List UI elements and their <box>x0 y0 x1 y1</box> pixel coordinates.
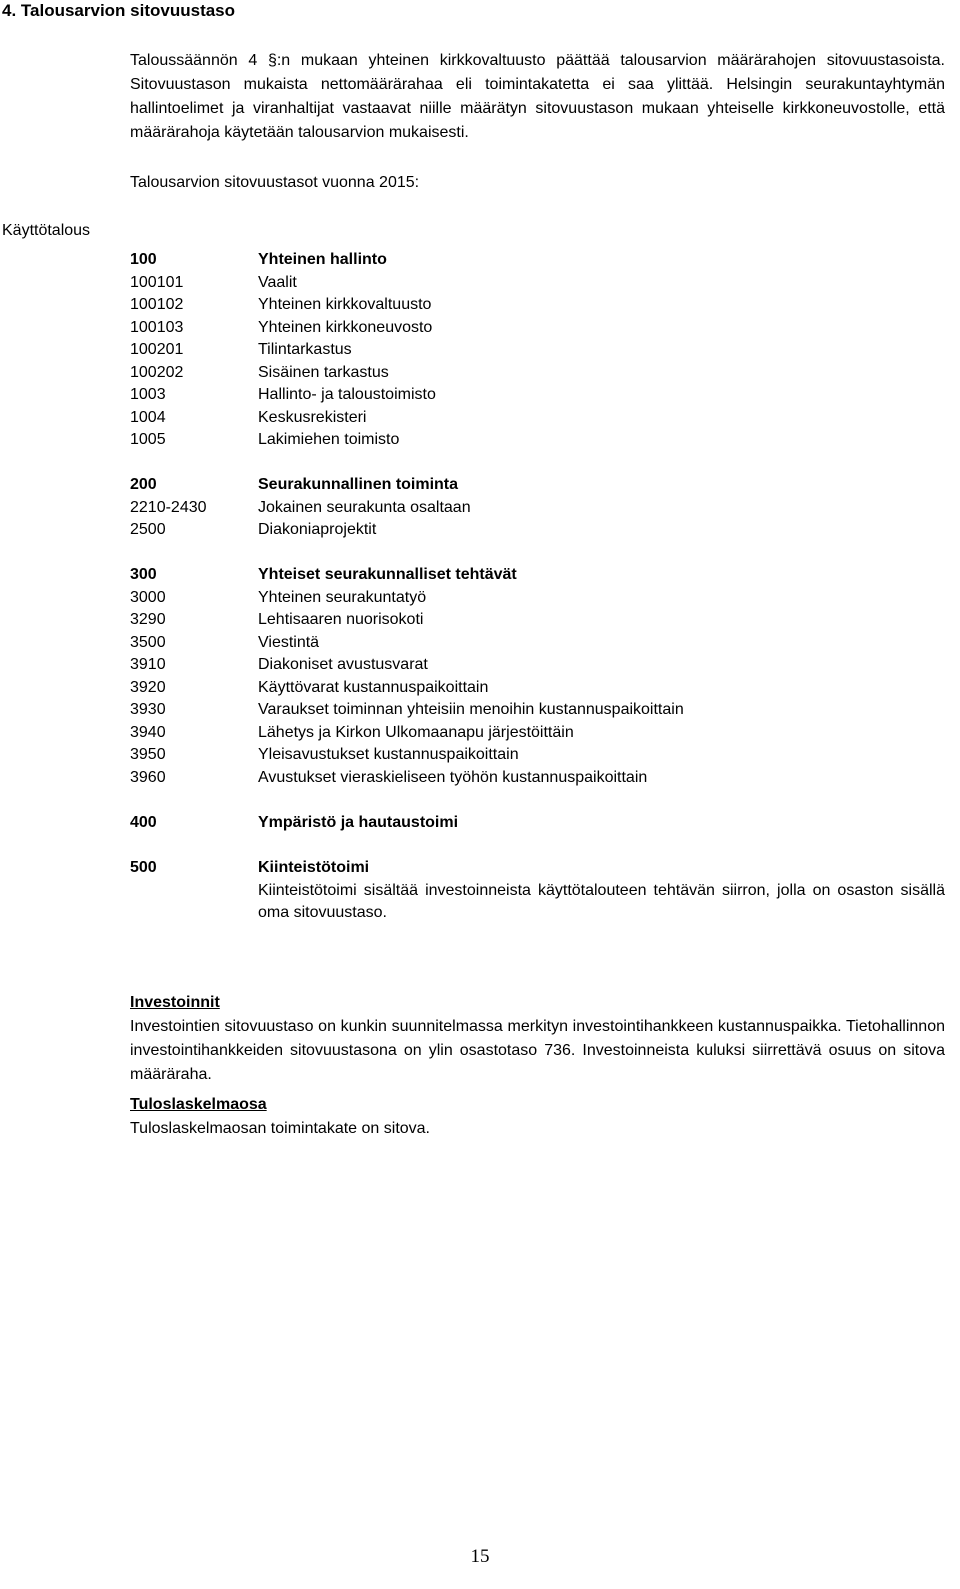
item-name: Jokainen seurakunta osaltaan <box>258 498 471 516</box>
group-name: Ympäristö ja hautaustoimi <box>258 814 459 831</box>
item-name: Vaalit <box>258 273 297 291</box>
item-code: 100201 <box>130 341 184 358</box>
group-code: 500 <box>130 859 157 876</box>
item-name: Tilintarkastus <box>258 341 352 358</box>
group-header <box>130 812 945 835</box>
item-name: Käyttövarat kustannuspaikoittain <box>258 678 489 696</box>
group-item <box>130 609 945 632</box>
item-name: Hallinto- ja taloustoimisto <box>258 386 436 403</box>
item-name: Sisäinen tarkastus <box>258 363 389 381</box>
levels-label: Talousarvion sitovuustasot vuonna 2015: <box>130 174 420 191</box>
group-item <box>130 272 945 295</box>
investments-title: Investoinnit <box>130 994 220 1011</box>
item-code: 3950 <box>130 746 166 763</box>
item-code: 1003 <box>130 386 166 403</box>
group-item <box>130 632 945 655</box>
group-name: Kiinteistötoimi <box>258 859 370 876</box>
group-header <box>130 249 945 272</box>
group-item <box>130 519 945 542</box>
item-code: 100101 <box>130 273 184 291</box>
item-name: Keskusrekisteri <box>258 408 367 426</box>
intro-paragraph: Taloussäännön 4 §:n mukaan yhteinen kirkkovaltuusto päättää talousarvion määrärahojen sitovuustasoista. Sitovuustason mukaista nettomäärärahaa eli toimintakatetta ei saa ylittää. Helsingin seurakuntayhtymän hallintoelimet ja viranhaltijat vastaavat niille määrätyn sitovuustason mukaan yhteiselle kirkkoneuvostolle, että määrärahoja käytetään talousarvion mukaisesti. <box>130 52 945 141</box>
income-statement-title: Tuloslaskelmaosa <box>130 1096 267 1113</box>
item-code: 3500 <box>130 633 166 651</box>
item-code: 2210-2430 <box>130 498 207 516</box>
item-code: 3930 <box>130 701 166 718</box>
item-name: Yhteinen seurakuntatyö <box>258 588 427 606</box>
income-statement-section <box>130 1094 945 1141</box>
group-note: Kiinteistötoimi sisältää investoinneista käyttötalouteen tehtävän siirron, jolla on osaston sisällä oma sitovuustaso. <box>258 881 945 921</box>
budget-group-300 <box>130 564 945 789</box>
item-code: 3910 <box>130 656 166 673</box>
item-code: 100202 <box>130 363 184 381</box>
item-code: 3000 <box>130 588 166 606</box>
group-name: Seurakunnallinen toiminta <box>258 476 459 493</box>
group-item <box>130 362 945 385</box>
group-item <box>130 429 945 452</box>
group-item <box>130 384 945 407</box>
group-header <box>130 474 945 497</box>
operating-economy-label: Käyttötalous <box>2 222 91 239</box>
group-name: Yhteinen hallinto <box>258 251 387 268</box>
group-item <box>130 339 945 362</box>
item-name: Diakoniset avustusvarat <box>258 656 428 673</box>
income-statement-body: Tuloslaskelmaosan toimintakate on sitova. <box>130 1119 430 1137</box>
group-code: 300 <box>130 566 157 583</box>
budget-group-100 <box>130 249 945 452</box>
group-item <box>130 317 945 340</box>
group-item <box>130 677 945 700</box>
item-name: Lehtisaaren nuorisokoti <box>258 611 424 628</box>
investments-body: Investointien sitovuustaso on kunkin suunnitelmassa merkityn investointihankkeen kustannuspaikka. Tietohallinnon investointihankkeiden sitovuustasona on ylin osastotaso 736. Investoinneista kuluksi siirrettävä osuus on sitova määräraha. <box>130 1017 945 1083</box>
item-code: 3960 <box>130 768 166 786</box>
group-item <box>130 654 945 677</box>
group-item <box>130 407 945 430</box>
group-code: 400 <box>130 814 157 831</box>
group-name: Yhteiset seurakunnalliset tehtävät <box>258 566 517 583</box>
item-code: 100102 <box>130 296 184 313</box>
group-item <box>130 497 945 520</box>
item-name: Yleisavustukset kustannuspaikoittain <box>258 746 519 763</box>
group-item <box>130 699 945 722</box>
item-name: Lähetys ja Kirkon Ulkomaanapu järjestöittäin <box>258 723 574 741</box>
item-code: 3940 <box>130 723 166 741</box>
group-code: 100 <box>130 251 157 268</box>
item-code: 1004 <box>130 408 166 426</box>
section-heading: 4. Talousarvion sitovuustaso <box>2 1 236 20</box>
group-item <box>130 767 945 790</box>
item-name: Varaukset toiminnan yhteisiin menoihin kustannuspaikoittain <box>258 701 684 718</box>
item-name: Diakoniaprojektit <box>258 521 377 538</box>
budget-group-500 <box>130 857 945 925</box>
item-name: Viestintä <box>258 633 320 651</box>
item-code: 3920 <box>130 678 166 696</box>
item-code: 2500 <box>130 521 166 538</box>
item-name: Lakimiehen toimisto <box>258 431 400 448</box>
item-code: 1005 <box>130 431 166 448</box>
item-name: Avustukset vieraskieliseen työhön kustannuspaikoittain <box>258 768 648 786</box>
group-item <box>130 587 945 610</box>
group-header <box>130 564 945 587</box>
group-header <box>130 857 945 880</box>
budget-group-200 <box>130 474 945 542</box>
group-item <box>130 294 945 317</box>
investments-section <box>130 992 945 1087</box>
group-code: 200 <box>130 476 157 493</box>
budget-group-400 <box>130 812 945 835</box>
group-item <box>130 744 945 767</box>
item-code: 3290 <box>130 611 166 628</box>
item-name: Yhteinen kirkkovaltuusto <box>258 296 432 313</box>
item-name: Yhteinen kirkkoneuvosto <box>258 318 433 336</box>
group-item <box>130 722 945 745</box>
page-number: 15 <box>470 1546 490 1567</box>
item-code: 100103 <box>130 318 184 336</box>
